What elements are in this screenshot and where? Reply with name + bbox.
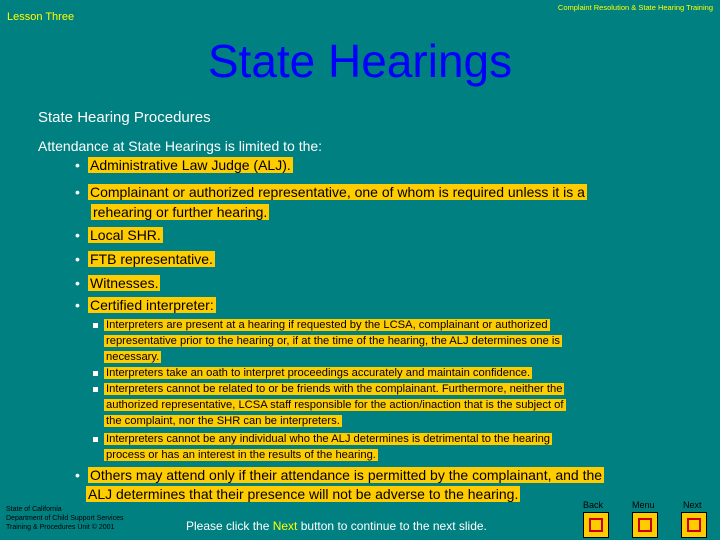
list-item (60, 184, 587, 201)
list-item (88, 350, 161, 365)
list-item (88, 432, 552, 447)
list-item (88, 398, 566, 413)
footer-instruction (186, 519, 487, 533)
list-item (60, 227, 163, 244)
footer-org-line: Training & Procedures Unit © 2001 (6, 524, 115, 531)
footer-org-line: Department of Child Support Services (6, 515, 124, 522)
bullet-text: Witnesses. (90, 275, 159, 291)
next-button[interactable] (681, 512, 707, 538)
sub-bullet-text: Interpreters are present at a hearing if requested by the LCSA, complainant or authorized (106, 319, 548, 331)
footer-msg-after: button to continue to the next slide. (297, 519, 487, 533)
course-title: Complaint Resolution & State Hearing Training (557, 3, 713, 12)
list-item (58, 486, 520, 503)
sub-bullet-text: Interpreters take an oath to interpret proceedings accurately and maintain confidence. (106, 367, 531, 379)
bullet-dot-icon: • (75, 275, 80, 291)
list-item (60, 251, 215, 268)
next-icon (687, 518, 701, 532)
bullet-text: Others may attend only if their attendance is permitted by the complainant, and the (90, 467, 603, 483)
sub-bullet-text: Interpreters cannot be any individual who the ALJ determines is detrimental to the hearing (106, 433, 551, 445)
bullet-text: Local SHR. (90, 227, 161, 243)
intro-text: Attendance at State Hearings is limited to the: (38, 138, 323, 154)
footer-msg-before: Please click the (186, 519, 273, 533)
bullet-dot-icon: • (75, 297, 80, 313)
list-item (60, 297, 216, 314)
sub-bullet-text-continuation: authorized representative, LCSA staff responsible for the action/inaction that is the subject of (106, 399, 564, 411)
square-bullet-icon (93, 323, 98, 328)
bullet-text: Administrative Law Judge (ALJ). (90, 157, 291, 173)
list-item (88, 366, 532, 381)
bullet-text: Certified interpreter: (90, 297, 214, 313)
list-item (88, 414, 342, 429)
square-bullet-icon (93, 387, 98, 392)
menu-button[interactable] (632, 512, 658, 538)
menu-icon (638, 518, 652, 532)
bullet-text-continuation: rehearing or further hearing. (93, 204, 268, 220)
list-item (88, 382, 564, 397)
back-icon (589, 518, 603, 532)
bullet-text-continuation: ALJ determines that their presence will not be adverse to the hearing. (88, 486, 519, 502)
list-item (60, 275, 160, 292)
menu-label: Menu (632, 500, 655, 510)
sub-bullet-text-continuation: representative prior to the hearing or, if at the time of the hearing, the ALJ determines one is (106, 335, 560, 347)
sub-bullet-text-continuation: the complaint, nor the SHR can be interpreters. (106, 415, 340, 427)
page-title: State Hearings (207, 35, 513, 87)
bullet-dot-icon: • (75, 227, 80, 243)
sub-bullet-text: Interpreters cannot be related to or be friends with the complainant. Furthermore, neither the (106, 383, 563, 395)
list-item (88, 334, 562, 349)
lesson-label: Lesson Three (7, 11, 75, 23)
bullet-dot-icon: • (75, 467, 80, 483)
square-bullet-icon (93, 371, 98, 376)
list-item (60, 204, 269, 221)
footer-org-line: State of California (6, 506, 62, 513)
sub-bullet-text-continuation: process or has an interest in the results of the hearing. (106, 449, 376, 461)
bullet-dot-icon: • (75, 157, 80, 173)
sub-bullet-text-continuation: necessary. (106, 351, 160, 363)
list-item (60, 467, 604, 484)
next-label: Next (683, 500, 702, 510)
section-subtitle: State Hearing Procedures (38, 109, 211, 126)
bullet-text: Complainant or authorized representative, one of whom is required unless it is a (90, 184, 585, 200)
list-item (60, 157, 293, 174)
footer-org (6, 505, 124, 532)
footer-msg-next: Next (272, 519, 298, 533)
bullet-dot-icon: • (75, 251, 80, 267)
bullet-text: FTB representative. (90, 251, 213, 267)
list-item (88, 448, 378, 463)
bullet-dot-icon: • (75, 184, 80, 200)
list-item (88, 318, 550, 333)
square-bullet-icon (93, 437, 98, 442)
back-button[interactable] (583, 512, 609, 538)
back-label: Back (583, 500, 604, 510)
